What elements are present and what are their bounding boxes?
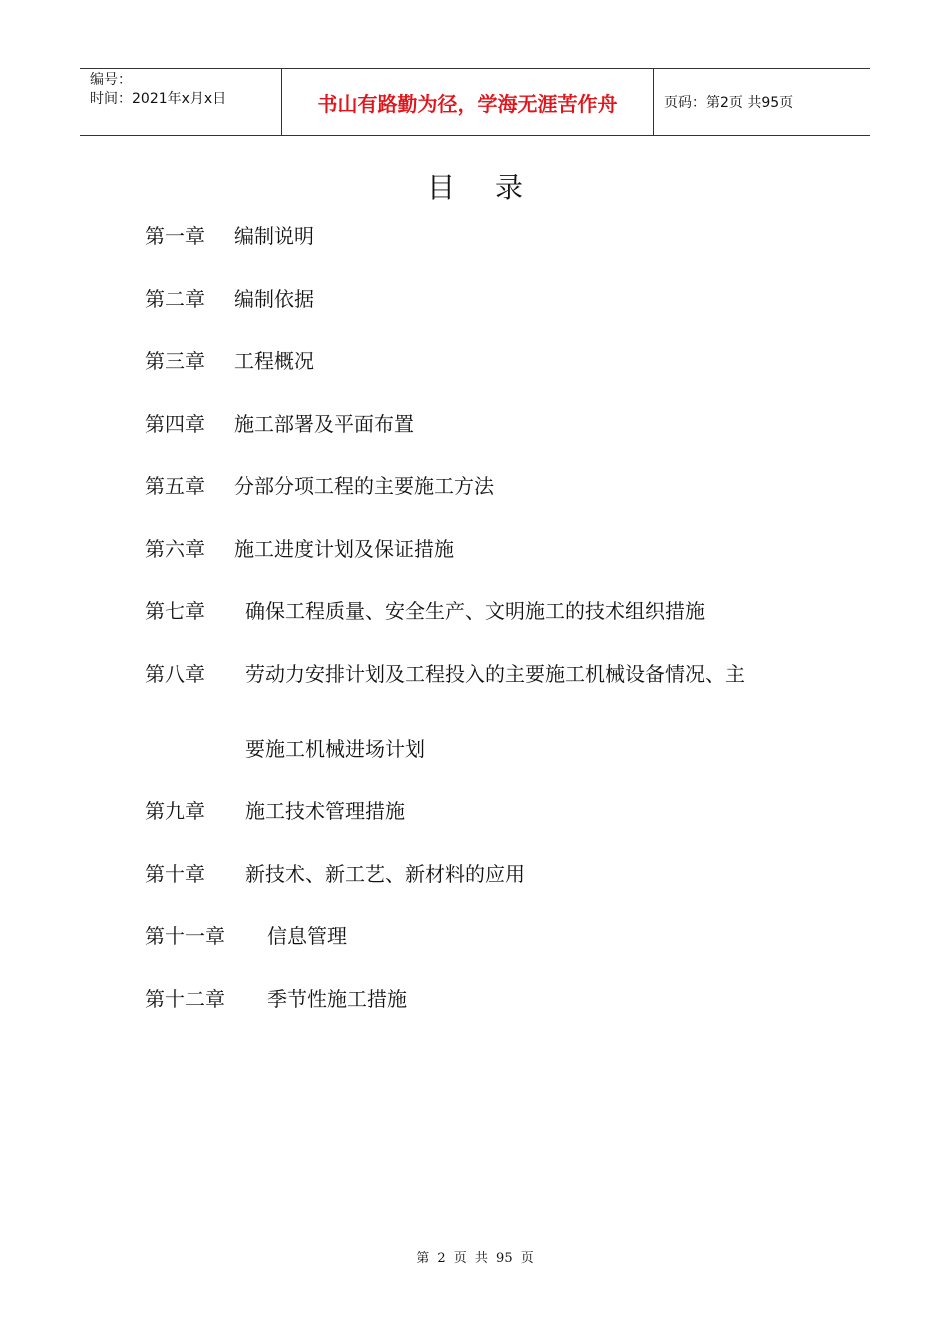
toc-text: 劳动力安排计划及工程投入的主要施工机械设备情况、主: [245, 662, 745, 686]
toc-chapter: 第九章: [145, 799, 205, 823]
toc-item-continuation: [245, 733, 425, 762]
toc-chapter: 第三章: [145, 349, 205, 373]
toc-item: [145, 408, 414, 437]
toc-item: [145, 595, 705, 624]
toc-item: [145, 345, 314, 374]
toc-text: 季节性施工措施: [267, 987, 407, 1011]
toc-item: [145, 920, 347, 949]
toc-chapter: 第五章: [145, 474, 205, 498]
toc-chapter: 第二章: [145, 287, 205, 311]
toc-item: [145, 795, 405, 824]
page-title: 目录: [426, 171, 563, 204]
toc-text: 施工部署及平面布置: [234, 412, 414, 436]
toc-text: 确保工程质量、安全生产、文明施工的技术组织措施: [245, 599, 705, 623]
toc-chapter: 第七章: [145, 599, 205, 623]
toc-item: [145, 533, 454, 562]
toc-chapter: 第六章: [145, 537, 205, 561]
toc-text: 施工进度计划及保证措施: [234, 537, 454, 561]
toc-item: [145, 283, 314, 312]
toc-item: [145, 220, 314, 249]
toc-text: 分部分项工程的主要施工方法: [234, 474, 494, 498]
number-label: 编号：: [90, 72, 132, 88]
time-label: 时间：2021年x月x日: [90, 91, 227, 107]
header-page-info: 页码：第2页 共95页: [664, 95, 794, 111]
header-meta: [80, 69, 282, 135]
toc-chapter: 第十二章: [145, 987, 225, 1011]
toc-text: 编制依据: [234, 287, 314, 311]
toc-text: 编制说明: [234, 224, 314, 248]
toc-text: 施工技术管理措施: [245, 799, 405, 823]
page-header: [80, 68, 870, 136]
toc-text: 信息管理: [267, 924, 347, 948]
toc-chapter: 第四章: [145, 412, 205, 436]
header-motto: 书山有路勤为径，学海无涯苦作舟: [282, 69, 654, 135]
toc-text: 新技术、新工艺、新材料的应用: [245, 862, 525, 886]
toc-chapter: 第十章: [145, 862, 205, 886]
toc-item: [145, 983, 407, 1012]
toc-chapter: 第八章: [145, 662, 205, 686]
toc-item: [145, 470, 494, 499]
toc-chapter: 第一章: [145, 224, 205, 248]
page-footer: 第 2 页 共 95 页: [416, 1251, 534, 1266]
toc-text: 要施工机械进场计划: [245, 737, 425, 761]
toc-text: 工程概况: [234, 349, 314, 373]
toc-item: [145, 858, 525, 887]
toc-chapter: 第十一章: [145, 924, 225, 948]
toc-item: [145, 658, 745, 687]
